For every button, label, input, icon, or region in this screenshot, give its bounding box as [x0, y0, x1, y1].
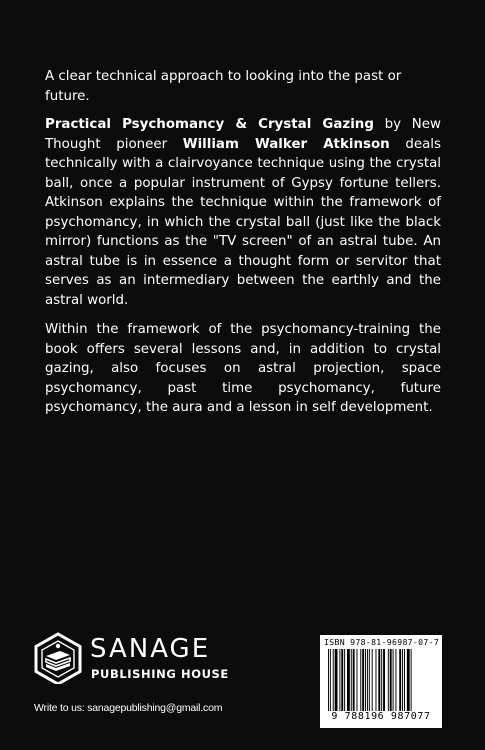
barcode-bar	[357, 649, 358, 711]
isbn-label: ISBN 978-81-96987-07-7	[324, 637, 440, 647]
contact-email: Write to us: sanagepublishing@gmail.com	[34, 702, 223, 714]
author-name: William Walker Atkinson	[182, 136, 390, 152]
isbn-barcode	[320, 635, 442, 728]
barcode-bar	[369, 649, 370, 711]
barcode-bar	[362, 649, 364, 711]
barcode-bar	[395, 649, 396, 711]
barcode-bar	[388, 649, 389, 711]
barcode-bar	[381, 649, 382, 711]
barcode-bar	[399, 649, 401, 711]
barcode-bar	[411, 649, 412, 711]
back-cover-text	[45, 67, 441, 428]
barcode-bar	[339, 649, 340, 711]
barcode-bar	[402, 649, 403, 711]
barcode-bar	[372, 649, 373, 711]
barcode-bar	[367, 649, 368, 711]
description-text: deals technically with a clairvoyance technique using the crystal ball, once a popular instrument of Gypsy fortune tellers. Atkinson explains the technique within the framework of psychomancy, in which the crystal ball (just like the black mirror) functions as the "TV screen" of an astral tube. An astral tube is in essence a thought form or servitor that serves as an intermediary between the earthly and the astral world.	[45, 136, 442, 308]
barcode-bar	[407, 649, 410, 711]
publisher-logo	[32, 632, 232, 688]
by-text: by New Thought pioneer	[45, 117, 441, 152]
barcode-bar	[351, 649, 352, 711]
books-hexagon-icon	[32, 632, 84, 684]
barcode-digits: 9 788196 987077	[331, 711, 431, 722]
barcode-bar	[383, 649, 385, 711]
barcode-bar	[353, 649, 355, 711]
barcode-bar	[376, 649, 377, 711]
barcode-bar	[360, 649, 361, 711]
barcode-bar	[333, 649, 334, 711]
barcode-bar	[341, 649, 343, 711]
barcode-bar	[378, 649, 380, 711]
description-paragraph-2: Within the framework of the psychomancy-training the book offers several lessons and, in addition to crystal gazing, also focuses on astral projection, space psychomancy, past time psychomancy, future psychomancy, the aura and a lesson in self development.	[45, 322, 441, 415]
barcode-bar	[365, 649, 366, 711]
barcode-bar	[390, 649, 392, 711]
intro-line: A clear technical approach to looking into the past or future.	[45, 69, 402, 104]
barcode-bar	[393, 649, 394, 711]
barcode-bar	[347, 649, 350, 711]
barcode-bar	[335, 649, 338, 711]
publisher-name: SANAGE	[90, 634, 211, 664]
book-title: Practical Psychomancy & Crystal Gazing	[45, 117, 374, 132]
barcode-bar	[330, 649, 331, 711]
description-paragraph-1	[45, 115, 441, 310]
publisher-subtitle: PUBLISHING HOUSE	[91, 667, 229, 681]
barcode-bar	[344, 649, 345, 711]
barcode-bars	[328, 649, 434, 711]
barcode-bar	[328, 649, 329, 711]
barcode-bar	[404, 649, 405, 711]
